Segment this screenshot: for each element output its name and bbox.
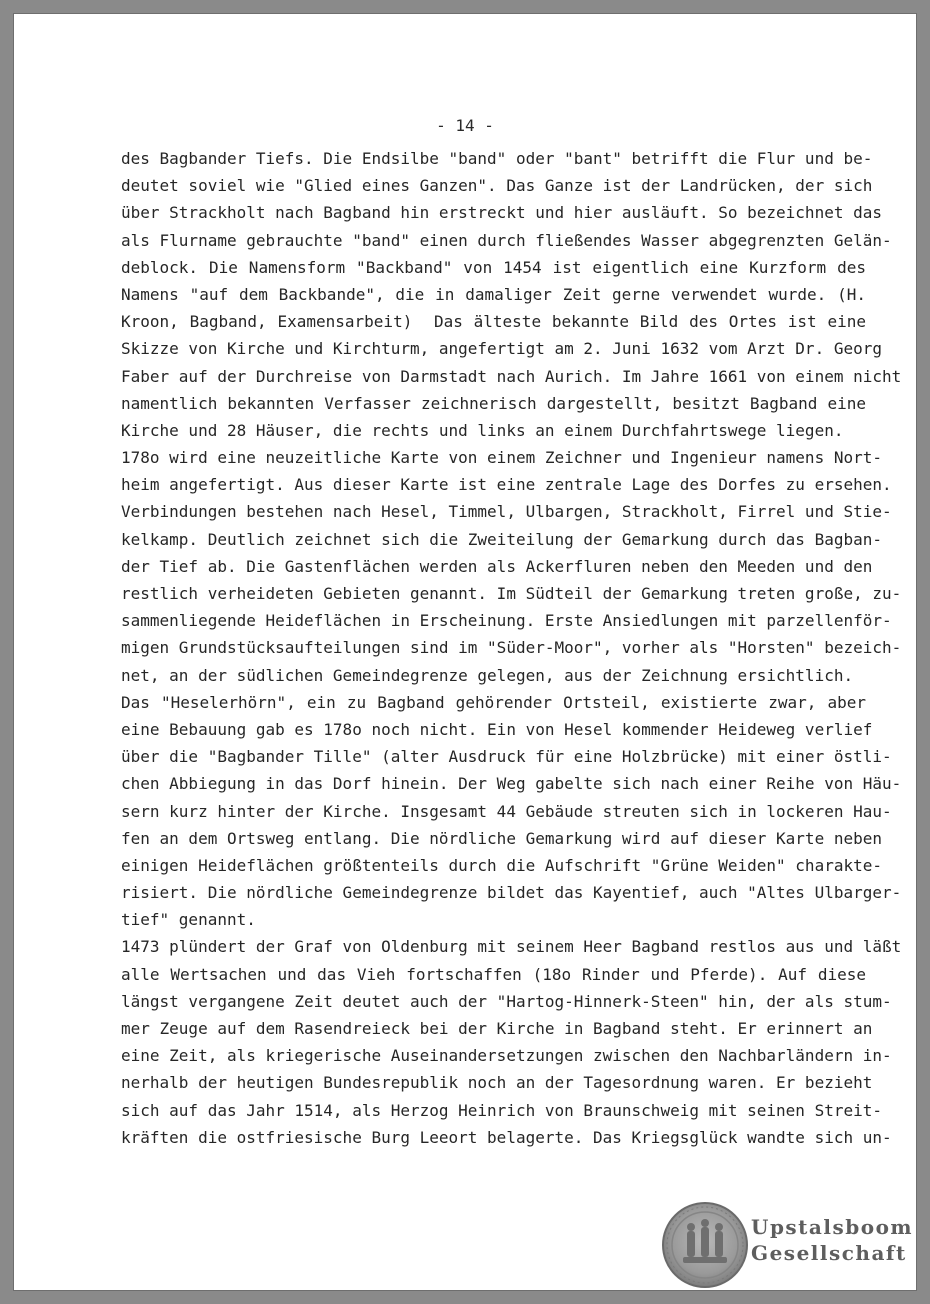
- text-line: eine Bebauung gab es 178o noch nicht. Ein von Hesel kommender Heideweg verlief: [121, 719, 873, 739]
- text-line: sich auf das Jahr 1514, als Herzog Heinrich von Braunschweig mit seinen Streit-: [121, 1100, 882, 1120]
- seal-icon: [661, 1201, 749, 1289]
- text-line: der Tief ab. Die Gastenflächen werden als Ackerfluren neben den Meeden und den: [121, 556, 873, 576]
- text-line: Kirche und 28 Häuser, die rechts und links an einem Durchfahrtswege liegen.: [121, 420, 844, 440]
- text-line: migen Grundstücksaufteilungen sind im "Süder-Moor", vorher als "Horsten" bezeich-: [121, 638, 902, 658]
- text-line: mer Zeuge auf dem Rasendreieck bei der Kirche in Bagband steht. Er erinnert an: [121, 1019, 873, 1038]
- text-line: restlich verheideten Gebieten genannt. Im Südteil der Gemarkung treten große, zu-: [121, 584, 902, 603]
- text-line: deutet soviel wie "Glied eines Ganzen". Das Ganze ist der Landrücken, der sich: [121, 176, 873, 196]
- text-line: alle Wertsachen und das Vieh fortschaffen (18o Rinder und Pferde). Auf diese: [121, 964, 866, 984]
- text-line: eine Zeit, als kriegerische Auseinandersetzungen zwischen den Nachbarländern in-: [121, 1046, 892, 1066]
- text-line: nerhalb der heutigen Bundesrepublik noch an der Tagesordnung waren. Er bezieht: [121, 1073, 873, 1093]
- text-line: risiert. Die nördliche Gemeindegrenze bildet das Kayentief, auch "Altes Ulbarger-: [121, 883, 902, 903]
- text-line: über die "Bagbander Tille" (alter Ausdruck für eine Holzbrücke) mit einer östli-: [121, 747, 892, 767]
- text-line: längst vergangene Zeit deutet auch der "Hartog-Hinnerk-Steen" hin, der als stum-: [121, 991, 892, 1011]
- society-logo: [751, 1214, 913, 1266]
- text-line: kräften die ostfriesische Burg Leeort belagerte. Das Kriegsglück wandte sich un-: [121, 1127, 892, 1147]
- text-line: namentlich bekannten Verfasser zeichnerisch dargestellt, besitzt Bagband eine: [121, 393, 866, 413]
- text-line: tief" genannt.: [121, 910, 256, 930]
- logo-line-1: Upstalsboom: [751, 1215, 914, 1239]
- text-line: sern kurz hinter der Kirche. Insgesamt 44 Gebäude streuten sich in lockeren Hau-: [121, 801, 892, 821]
- page-number: - 14 -: [436, 116, 494, 135]
- text-line: fen an dem Ortsweg entlang. Die nördliche Gemarkung wird auf dieser Karte neben: [121, 828, 882, 848]
- text-line: Skizze von Kirche und Kirchturm, angefertigt am 2. Juni 1632 vom Arzt Dr. Georg: [121, 339, 882, 359]
- body-text: [121, 145, 902, 1151]
- text-line: net, an der südlichen Gemeindegrenze gelegen, aus der Zeichnung ersichtlich.: [121, 665, 854, 685]
- text-line: Kroon, Bagband, Examensarbeit) Das älteste bekannte Bild des Ortes ist eine: [121, 312, 866, 332]
- text-line: sammenliegende Heideflächen in Erscheinung. Erste Ansiedlungen mit parzellenför-: [121, 611, 892, 631]
- document-page: [14, 14, 916, 1290]
- text-line: 178o wird eine neuzeitliche Karte von einem Zeichner und Ingenieur namens Nort-: [121, 448, 882, 468]
- text-line: Verbindungen bestehen nach Hesel, Timmel, Ulbargen, Strackholt, Firrel und Stie-: [121, 502, 892, 522]
- text-line: kelkamp. Deutlich zeichnet sich die Zweiteilung der Gemarkung durch das Bagban-: [121, 529, 882, 549]
- text-line: einigen Heideflächen größtenteils durch die Aufschrift "Grüne Weiden" charakte-: [121, 855, 882, 875]
- text-line: heim angefertigt. Aus dieser Karte ist eine zentrale Lage des Dorfes zu ersehen.: [121, 475, 892, 495]
- text-line: Namens "auf dem Backbande", die in damaliger Zeit gerne verwendet wurde. (H.: [121, 284, 866, 304]
- logo-line-2: Gesellschaft: [751, 1241, 907, 1265]
- text-line: chen Abbiegung in das Dorf hinein. Der Weg gabelte sich nach einer Reihe von Häu-: [121, 774, 902, 794]
- text-line: 1473 plündert der Graf von Oldenburg mit seinem Heer Bagband restlos aus und läßt: [121, 937, 902, 957]
- text-line: Das "Heselerhörn", ein zu Bagband gehörender Ortsteil, existierte zwar, aber: [121, 692, 866, 712]
- text-line: Faber auf der Durchreise von Darmstadt nach Aurich. Im Jahre 1661 von einem nicht: [121, 366, 902, 386]
- text-line: deblock. Die Namensform "Backband" von 1454 ist eigentlich eine Kurzform des: [121, 257, 866, 277]
- text-line: des Bagbander Tiefs. Die Endsilbe "band" oder "bant" betrifft die Flur und be-: [121, 149, 873, 168]
- text-line: über Strackholt nach Bagband hin erstreckt und hier ausläuft. So bezeichnet das: [121, 203, 882, 223]
- text-line: als Flurname gebrauchte "band" einen durch fließendes Wasser abgegrenzten Gelän-: [121, 230, 892, 250]
